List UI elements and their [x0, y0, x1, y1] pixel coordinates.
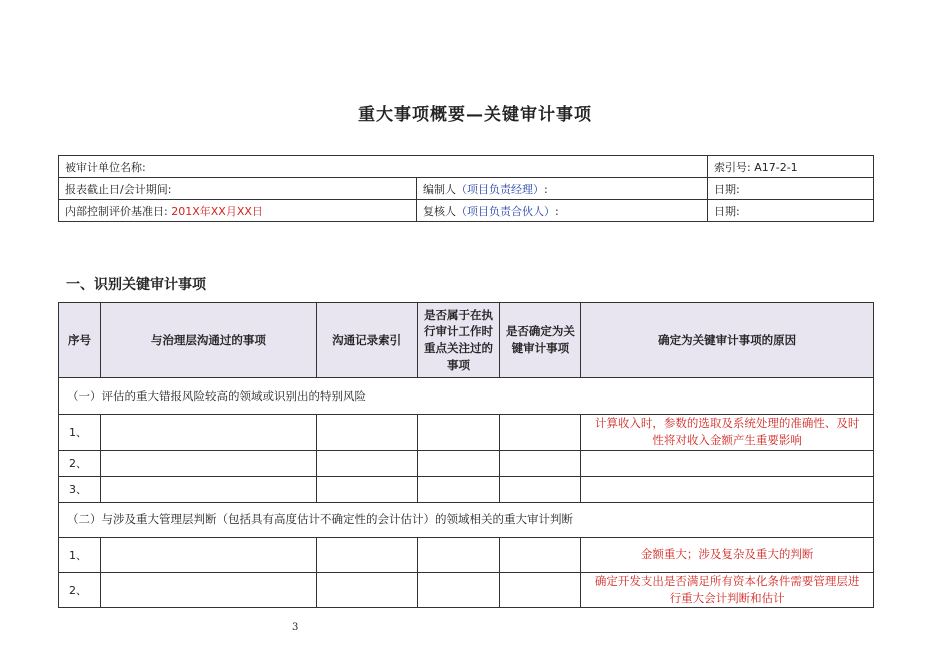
col-header-focus: 是否属于在执行审计工作时重点关注过的事项: [417, 303, 500, 378]
group-row: [59, 378, 874, 415]
matter-cell[interactable]: [100, 572, 316, 608]
index-cell: [708, 156, 874, 178]
matter-cell[interactable]: [100, 537, 316, 572]
index-cell[interactable]: [316, 572, 417, 608]
kam-cell[interactable]: [500, 476, 581, 502]
row-number: 1、: [59, 415, 101, 451]
col-header-kam: 是否确定为关键审计事项: [500, 303, 581, 378]
preparer-label: 编制人: [423, 182, 456, 196]
focus-cell[interactable]: [417, 450, 500, 476]
group-row: [59, 502, 874, 537]
table-row: [59, 572, 874, 608]
ic-label: 内部控制评价基准日:: [65, 204, 168, 218]
date-cell-2: [708, 200, 874, 222]
col-header-matter: 与治理层沟通过的事项: [100, 303, 316, 378]
period-cell: [59, 178, 417, 200]
kam-cell[interactable]: [500, 415, 581, 451]
kam-cell[interactable]: [500, 450, 581, 476]
reason-cell: [581, 450, 874, 476]
reason-cell: 确定开发支出是否满足所有资本化条件需要管理层进行重大会计判断和估计: [581, 572, 874, 608]
preparer-cell: 编制人（项目负责经理）:: [417, 178, 708, 200]
index-label: 索引号:: [714, 160, 751, 174]
index-value: A17-2-1: [754, 160, 798, 174]
page-number: 3: [292, 622, 299, 633]
date-cell-1: [708, 178, 874, 200]
kam-cell[interactable]: [500, 572, 581, 608]
row-number: 1、: [59, 537, 101, 572]
period-label: 报表截止日/会计期间:: [65, 182, 172, 196]
header-info-table: [58, 155, 874, 222]
kam-cell[interactable]: [500, 537, 581, 572]
row-number: 2、: [59, 450, 101, 476]
focus-cell[interactable]: [417, 415, 500, 451]
preparer-role: （项目负责经理）: [456, 182, 544, 196]
col-header-reason: 确定为关键审计事项的原因: [581, 303, 874, 378]
audited-unit-label: 被审计单位名称:: [65, 160, 146, 174]
date-label: 日期:: [714, 182, 740, 196]
index-cell[interactable]: [316, 476, 417, 502]
index-cell[interactable]: [316, 450, 417, 476]
matter-cell[interactable]: [100, 415, 316, 451]
reviewer-cell: 复核人（项目负责合伙人）:: [417, 200, 708, 222]
table-row: [59, 537, 874, 572]
group2-title-cell: （二）与涉及重大管理层判断（包括具有高度估计不确定性的会计估计）的领域相关的重大审计判断: [59, 502, 874, 537]
page-title: 重大事项概要—关键审计事项: [358, 105, 592, 125]
index-cell[interactable]: [316, 537, 417, 572]
group1-title: （一）评估的重大错报风险较高的领域或识别出的特别风险: [67, 388, 366, 403]
table-row: [59, 415, 874, 451]
focus-cell[interactable]: [417, 537, 500, 572]
audited-unit-cell: [59, 156, 708, 178]
date-label: 日期:: [714, 204, 740, 218]
col-header-index: 沟通记录索引: [316, 303, 417, 378]
ic-cell: [59, 200, 417, 222]
reason-cell: [581, 476, 874, 502]
reviewer-role: （项目负责合伙人）: [456, 204, 555, 218]
ic-value: 201X年XX月XX日: [171, 204, 263, 218]
reviewer-label: 复核人: [423, 204, 456, 218]
table-row: [59, 450, 874, 476]
row-number: 3、: [59, 476, 101, 502]
index-cell[interactable]: [316, 415, 417, 451]
matter-cell[interactable]: [100, 476, 316, 502]
group1-title-cell: [59, 378, 874, 415]
reason-cell: 计算收入时，参数的选取及系统处理的准确性、及时性将对收入金额产生重要影响: [581, 415, 874, 451]
key-audit-matters-table: [58, 302, 874, 608]
table-row: [59, 476, 874, 502]
section-title: 一、识别关键审计事项: [66, 277, 206, 293]
col-header-no: 序号: [59, 303, 101, 378]
row-number: 2、: [59, 572, 101, 608]
matter-cell[interactable]: [100, 450, 316, 476]
focus-cell[interactable]: [417, 572, 500, 608]
focus-cell[interactable]: [417, 476, 500, 502]
table-header-row: [59, 303, 874, 378]
reason-cell: 金额重大；涉及复杂及重大的判断: [581, 537, 874, 572]
